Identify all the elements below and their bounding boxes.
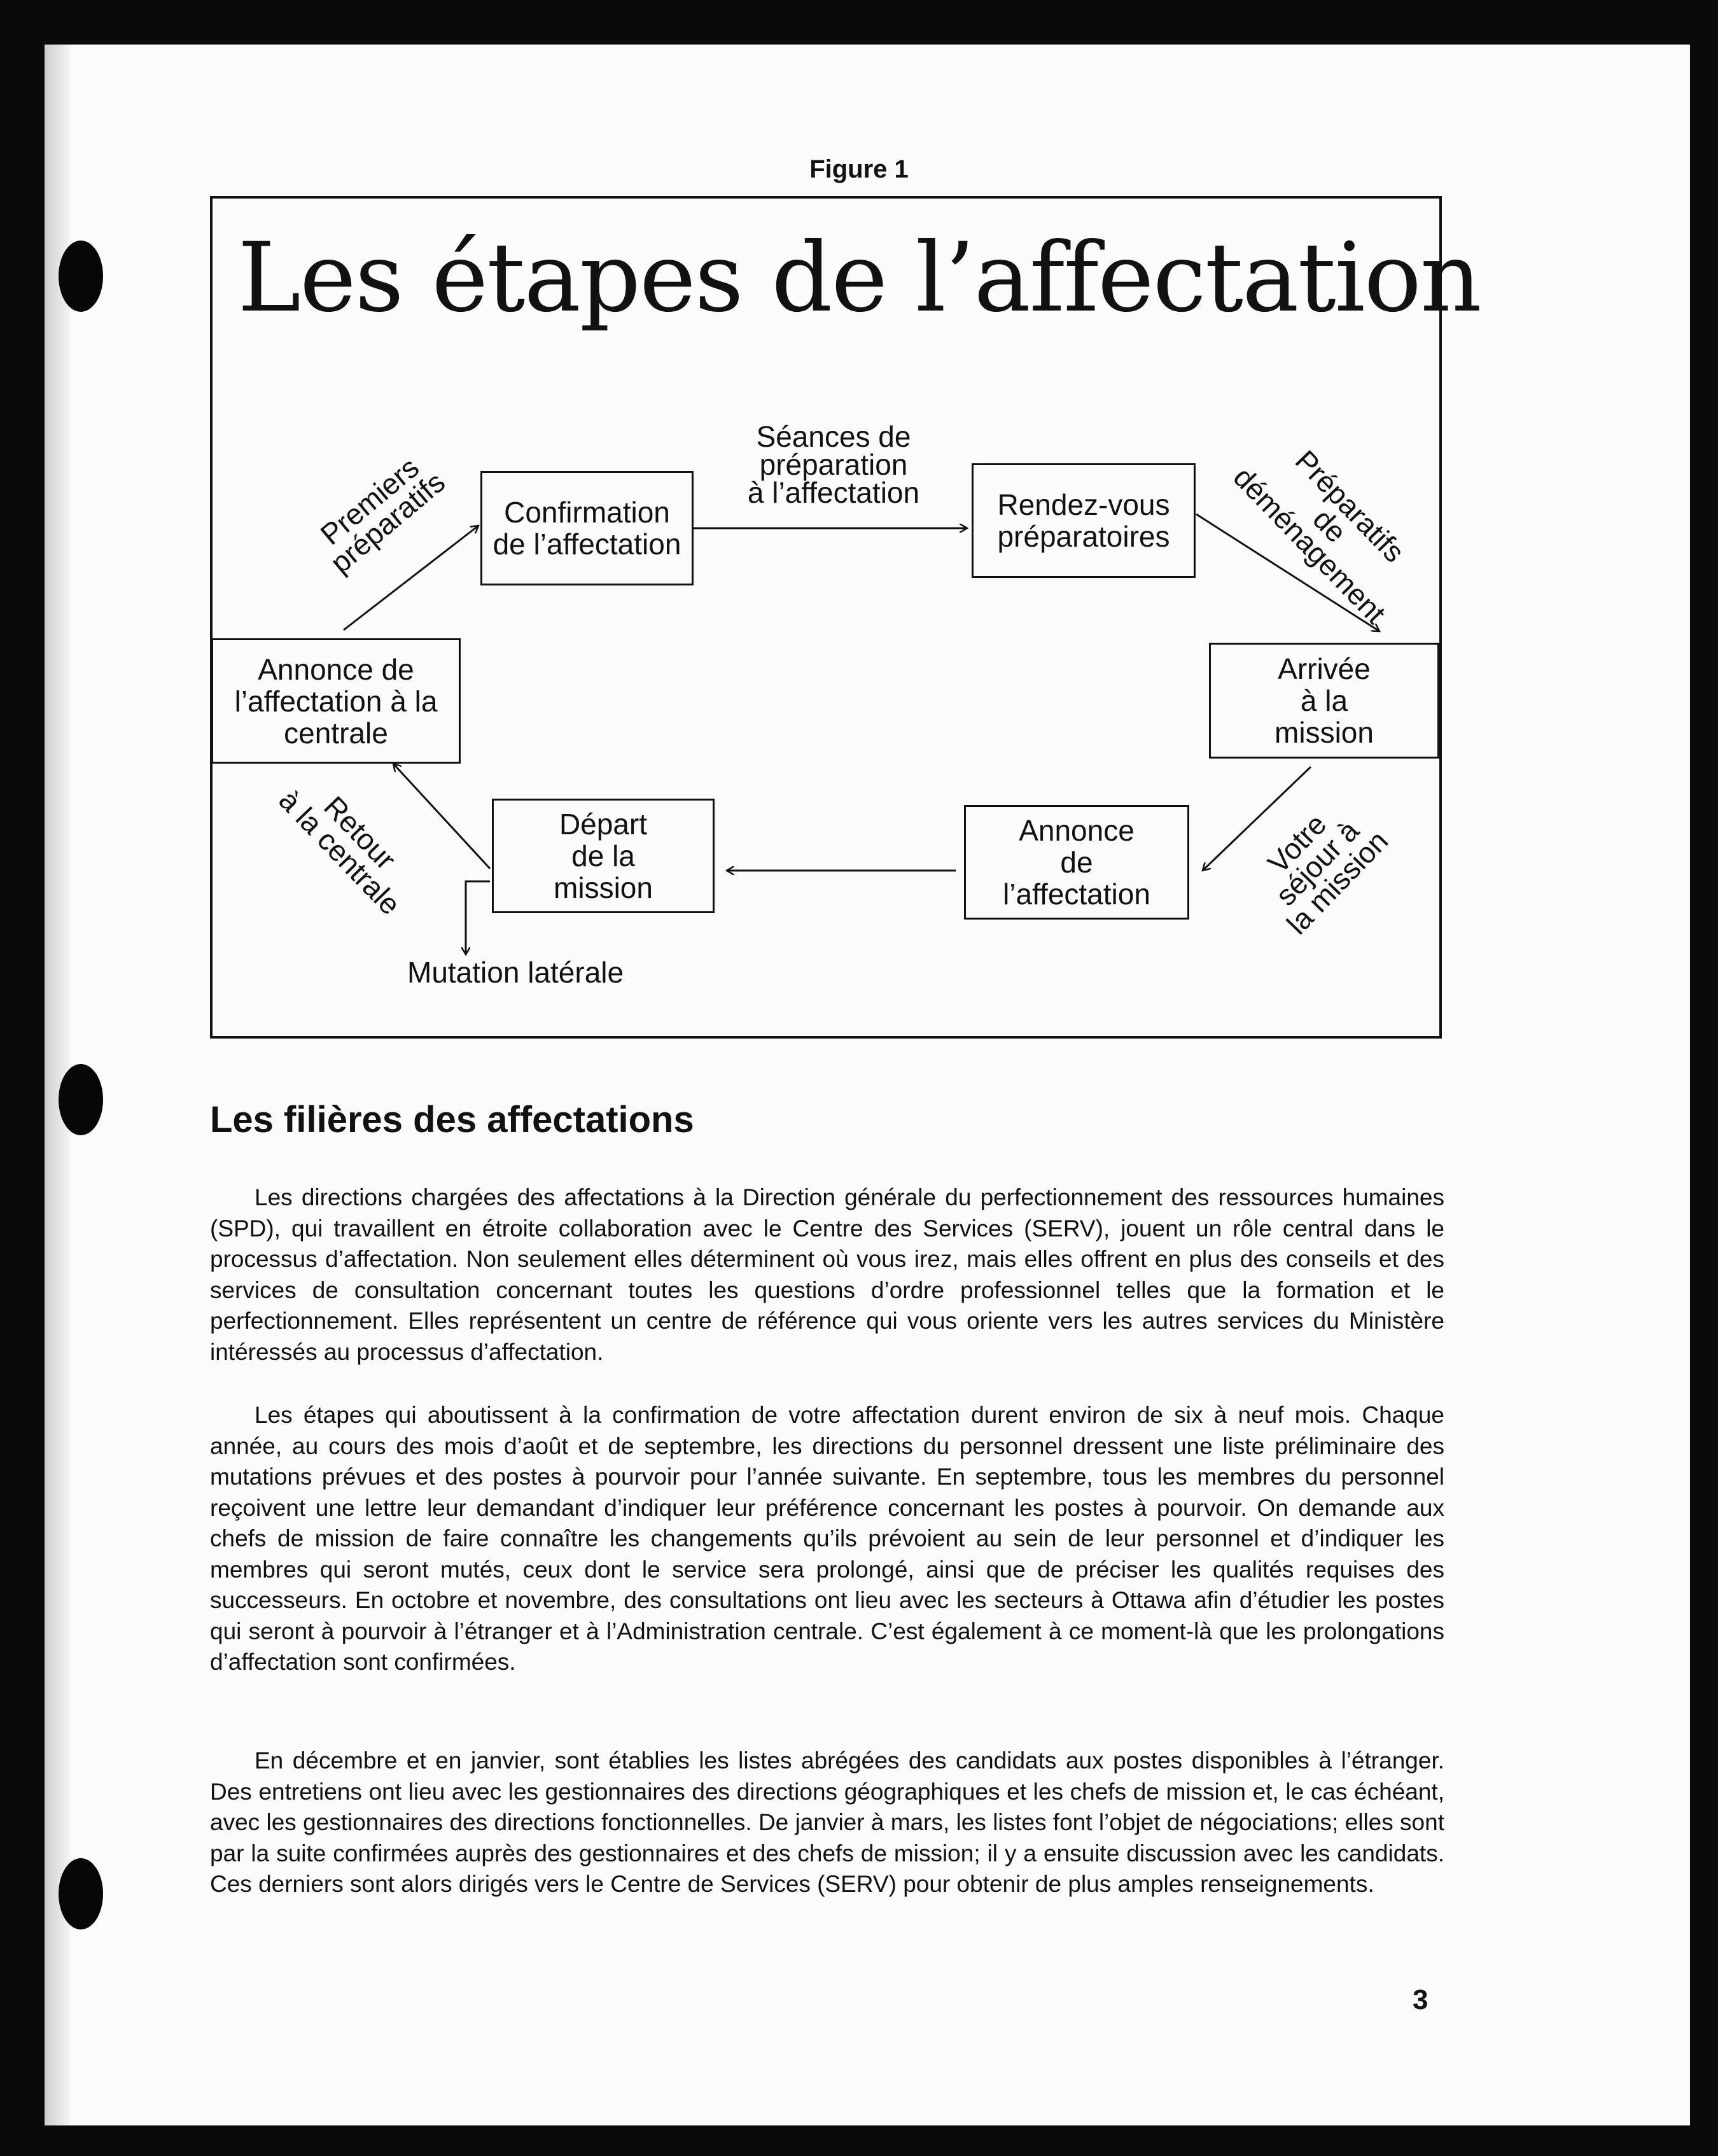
- label-premiers: Premiers préparatifs: [314, 451, 452, 580]
- page-number: 3: [1413, 1984, 1428, 2015]
- diagram-title: Les étapes de l’affectation: [237, 223, 1481, 333]
- paragraph-2: Les étapes qui aboutissent à la confirmation de votre affectation durent environ de six à neuf mois. Chaque année, au cours des mois d’août et de septembre, les directions du personnel dressent une liste préliminaire des mutations prévues et des postes à pourvoir pour l’année suivante. En septembre, tous les membres du personnel reçoivent une lettre leur demandant d’indiquer leur préférence concernant les postes à pourvoir. On demande aux chefs de mission de faire connaître les changements qu’ils prévoient au sein de leur personnel et d’indiquer les membres qui seront mutés, ceux dont le service sera prolongé, ainsi que de préciser les qualités requises des successeurs. En octobre et novembre, des consultations ont lieu avec les secteurs à Ottawa afin d’étudier les postes qui seront à pourvoir à l’étranger et à l’Administration centrale. C’est également à ce moment-là que les prolongations d’affectation sont confirmées.: [210, 1402, 1444, 1675]
- label-sejour: Votre séjour à la mission: [1261, 807, 1395, 941]
- label-retour: Retour à la centrale: [272, 783, 407, 921]
- section-heading: Les filières des affectations: [210, 1099, 694, 1140]
- paragraph-3: En décembre et en janvier, sont établies les listes abrégées des candidats aux postes disponibles à l’étranger. Des entretiens ont lieu avec les gestionnaires des directions géographiques et les chefs de mission et, le cas échéant, avec les gestionnaires des directions fonctionnelles. De janvier à mars, les listes font l’objet de négociations; elles sont par la suite confirmées auprès des gestionnaires et des chefs de mission; il y a ensuite discussion avec les candidats. Ces derniers sont alors dirigés vers le Centre de Services (SERV) pour obtenir de plus amples renseignements.: [210, 1747, 1444, 1897]
- box-annonce-centrale-label: Annonce de l’affectation à la centrale: [234, 652, 438, 750]
- label-preparatifs: Préparatifs de déménagement: [1227, 444, 1411, 630]
- arrow-retour: [393, 764, 490, 869]
- box-confirmation-label: Confirmation de l’affectation: [492, 496, 681, 561]
- box-arrivee: [1209, 643, 1439, 759]
- box-rendezvous: [972, 463, 1196, 578]
- box-arrivee-label: Arrivée à la mission: [1275, 652, 1374, 749]
- box-annonce-affectation-label: Annonce de l’affectation: [1003, 814, 1150, 911]
- figure-label: Figure 1: [809, 155, 909, 183]
- arrow-mutation: [466, 881, 490, 955]
- paragraph-1: Les directions chargées des affectations à la Direction générale du perfectionnement des ressources humaines (SPD), qui travaillent en étroite collaboration avec le Centre des Services (SERV), jouent un rôle central dans le processus d’affectation. Non seulement elles déterminent où vous irez, mais elles offrent en plus des conseils et des services de consultation concernant toutes les questions d’ordre professionnel telles que la formation et le perfectionnement. Elles représentent un centre de référence qui vous oriente vers les autres services du Ministère intéressés au processus d’affectation.: [210, 1184, 1444, 1365]
- box-rendezvous-label: Rendez-vous préparatoires: [997, 488, 1170, 553]
- box-confirmation: [480, 471, 694, 585]
- label-seances: Séances de préparation à l’affectation: [747, 420, 920, 509]
- box-annonce-affectation: [964, 805, 1189, 920]
- box-annonce-centrale: [211, 638, 461, 764]
- box-depart-label: Départ de la mission: [554, 808, 653, 904]
- label-mutation: Mutation latérale: [407, 956, 624, 989]
- box-depart: [492, 799, 715, 913]
